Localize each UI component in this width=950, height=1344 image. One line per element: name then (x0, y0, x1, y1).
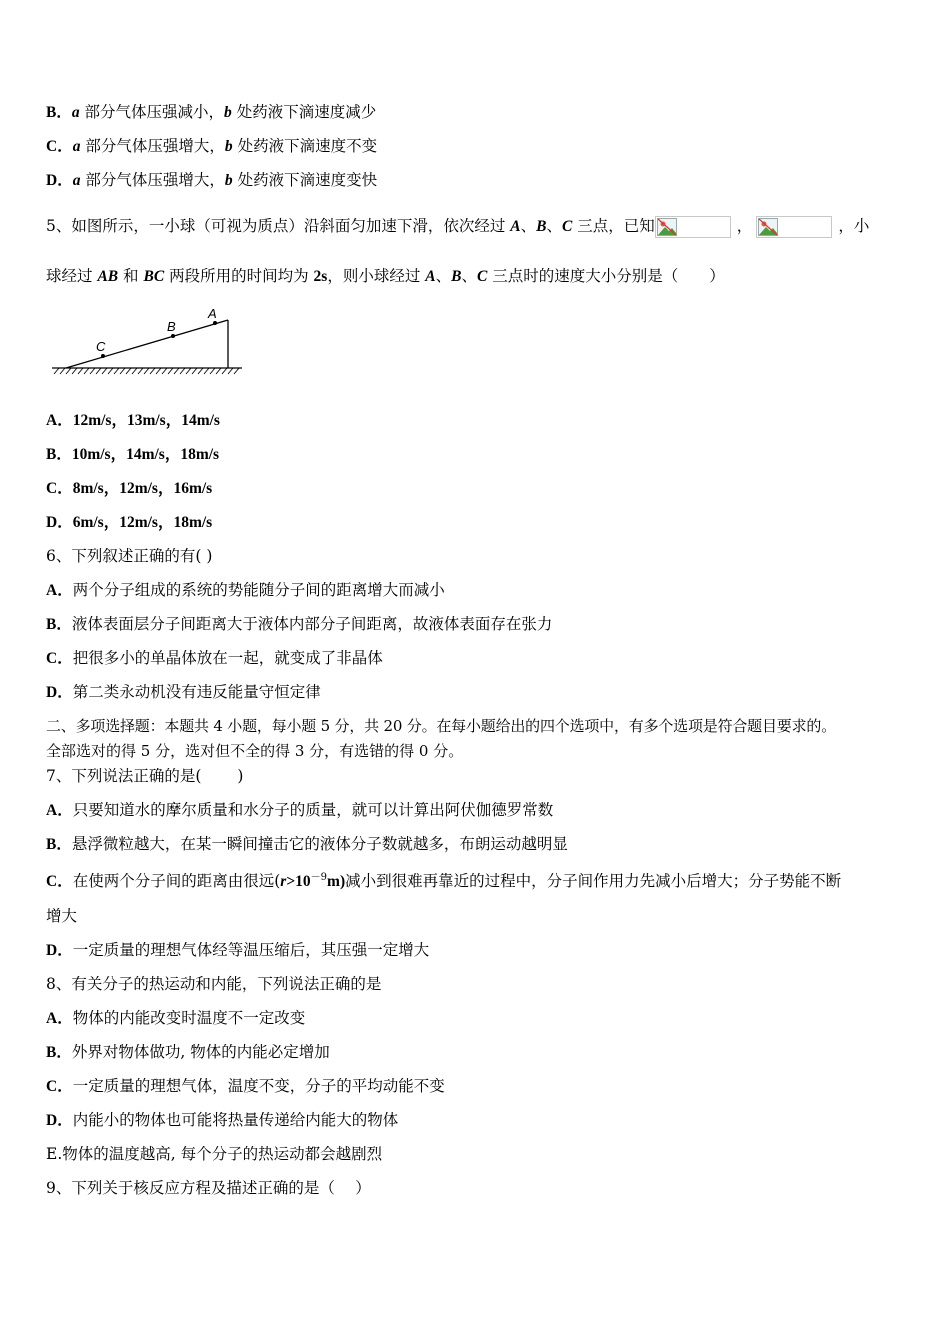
var-r: r (280, 873, 287, 891)
point-b: B (451, 268, 462, 285)
option-text: 部分气体压强增大， (80, 171, 225, 189)
option-letter: B． (46, 104, 72, 121)
q5-text: 球经过 (46, 267, 98, 285)
incline-surface (66, 320, 228, 368)
option-letter: C． (46, 138, 73, 155)
option-letter: B． (46, 836, 72, 853)
option-letter: C． (46, 873, 73, 891)
option-text: 8m/s，12m/s，16m/s (72, 480, 213, 497)
broken-image-icon (756, 216, 832, 238)
q5-option-a (46, 410, 220, 431)
q8-stem: 8、有关分子的热运动和内能，下列说法正确的是 (46, 975, 382, 993)
option-letter: C． (46, 650, 73, 667)
q5-stem-line2 (46, 266, 725, 287)
q8-option-b (46, 1042, 330, 1063)
separator: 、 (546, 217, 563, 235)
segment-ab: AB (97, 268, 119, 285)
option-text: 处药液下滴速度不变 (232, 137, 378, 155)
q5-text: 三点时的速度大小分别是（ ） (487, 267, 725, 285)
point-a: A (510, 218, 521, 235)
option-letter: B． (46, 1044, 72, 1061)
option-letter: C． (46, 480, 73, 497)
option-text: 6m/s，12m/s，18m/s (72, 514, 213, 531)
q5-text: 和 (118, 267, 144, 285)
option-letter: D． (46, 684, 73, 701)
q5-option-b (46, 444, 219, 465)
q7-option-b (46, 834, 568, 855)
point-b-dot (171, 334, 175, 338)
option-letter: A． (46, 582, 73, 599)
label-c: C (96, 339, 106, 354)
option-letter: D． (46, 1112, 73, 1129)
q8-option-a (46, 1008, 305, 1029)
point-c: C (562, 218, 573, 235)
option-text: 处药液下滴速度减少 (231, 103, 377, 121)
option-text: 减小到很难再靠近的过程中，分子间作用力先减小后增大；分子势能不断 (345, 872, 842, 891)
option-text: 部分气体压强减小， (79, 103, 225, 121)
q7-option-c-continuation: 增大 (46, 907, 78, 925)
q4-option-c (46, 136, 377, 157)
separator: 、 (435, 267, 452, 285)
unit: m) (327, 873, 346, 891)
q9-stem: 9、下列关于核反应方程及描述正确的是（ ） (46, 1179, 371, 1197)
incline-figure (50, 302, 250, 382)
q5-text: 两段所用的时间均为 (164, 267, 314, 285)
option-text: 物体的内能改变时温度不一定改变 (72, 1009, 306, 1027)
q5-text: 5、如图所示，一小球（可视为质点）沿斜面匀加速下滑，依次经过 (46, 217, 511, 235)
q6-option-d (46, 682, 321, 703)
q6-option-b (46, 614, 552, 635)
q6-stem: 6、下列叙述正确的有( ) (46, 547, 213, 565)
option-text: 10m/s，14m/s，18m/s (71, 446, 220, 463)
q5-text: 三点，已知 (572, 217, 655, 235)
q4-option-d (46, 170, 377, 191)
option-text: 液体表面层分子间距离大于液体内部分子间距离，故液体表面存在张力 (71, 615, 553, 633)
section-heading-line1: 二、多项选择题：本题共 4 小题，每小题 5 分，共 20 分。在每小题给出的四个选项中，有多个选项是符合题目要求的。 (46, 717, 836, 735)
option-text: 在使两个分子间的距离由很远( (72, 872, 281, 891)
time-value: 2s (313, 268, 328, 285)
q6-option-c (46, 648, 383, 669)
q6-option-a (46, 580, 445, 601)
option-text: 部分气体压强增大， (80, 137, 225, 155)
option-letter: D． (46, 172, 73, 189)
q5-text: ，则小球经过 (327, 267, 426, 285)
option-text: 把很多小的单晶体放在一起，就变成了非晶体 (72, 649, 383, 667)
q8-option-c (46, 1076, 445, 1097)
distance-value: >10 (286, 873, 311, 891)
var-b: b (224, 104, 232, 121)
var-a: a (71, 104, 80, 121)
option-letter: A． (46, 802, 73, 819)
var-b: b (224, 172, 233, 189)
q8-option-d (46, 1110, 398, 1131)
separator: 、 (461, 267, 477, 285)
point-a: A (425, 268, 436, 285)
option-letter: C． (46, 1078, 73, 1095)
point-a-dot (213, 321, 217, 325)
point-b: B (536, 218, 547, 235)
q8-option-e: E.物体的温度越高, 每个分子的热运动都会越剧烈 (46, 1145, 383, 1163)
option-text: 一定质量的理想气体经等温压缩后，其压强一定增大 (72, 941, 430, 959)
broken-image-icon (655, 216, 731, 238)
ground-hatching (52, 368, 242, 374)
section-heading-line2: 全部选对的得 5 分，选对但不全的得 3 分，有选错的得 0 分。 (46, 742, 464, 760)
var-a: a (72, 138, 81, 155)
label-a: A (208, 306, 217, 321)
segment-bc: BC (143, 268, 165, 285)
q5-stem-line1 (46, 214, 869, 239)
option-letter: A． (46, 412, 73, 429)
option-text: 两个分子组成的系统的势能随分子间的距离增大而减小 (72, 581, 445, 599)
separator: ， (736, 217, 753, 235)
option-text: 悬浮微粒越大，在某一瞬间撞击它的液体分子数就越多，布朗运动越明显 (71, 835, 568, 853)
point-c: C (476, 268, 488, 285)
option-letter: B． (46, 446, 72, 463)
q7-option-d (46, 940, 429, 961)
separator: ，小 (838, 217, 870, 235)
option-letter: D． (46, 514, 73, 531)
var-a: a (72, 172, 81, 189)
option-text: 一定质量的理想气体，温度不变，分子的平均动能不变 (72, 1077, 445, 1095)
option-letter: D． (46, 942, 73, 959)
q4-option-b (46, 102, 376, 123)
q7-stem: 7、下列说法正确的是( ) (46, 767, 244, 785)
option-letter: B． (46, 616, 72, 633)
q5-option-d (46, 512, 212, 533)
point-c-dot (101, 354, 105, 358)
option-text: 外界对物体做功, 物体的内能必定增加 (71, 1043, 330, 1061)
label-b: B (167, 319, 176, 334)
var-b: b (224, 138, 233, 155)
separator: 、 (520, 217, 537, 235)
option-text: 第二类永动机没有违反能量守恒定律 (72, 683, 321, 701)
option-text: 12m/s，13m/s，14m/s (72, 412, 220, 429)
option-text: 处药液下滴速度变快 (232, 171, 378, 189)
q5-option-c (46, 478, 212, 499)
option-text: 内能小的物体也可能将热量传递给内能大的物体 (72, 1111, 399, 1129)
q7-option-a (46, 800, 553, 821)
option-text: 只要知道水的摩尔质量和水分子的质量，就可以计算出阿伏伽德罗常数 (72, 801, 554, 819)
exponent: －9 (310, 872, 328, 883)
option-letter: A． (46, 1010, 73, 1027)
q7-option-c (46, 868, 841, 892)
